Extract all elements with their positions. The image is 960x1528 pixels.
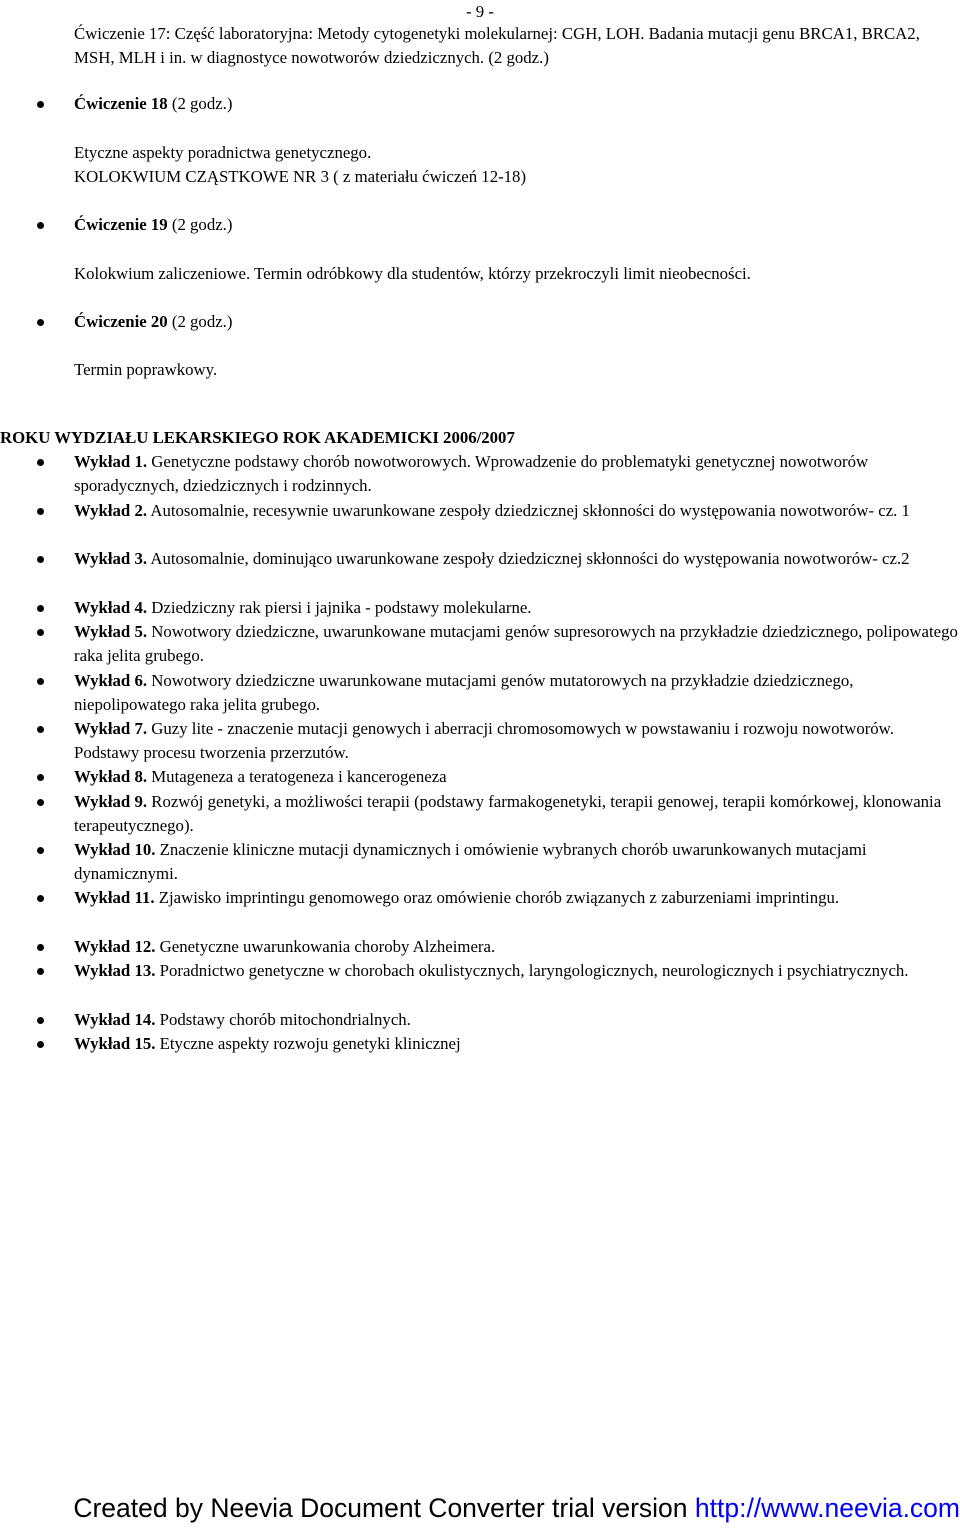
lecture-label: Wykład 14. [74, 1010, 156, 1029]
bullet-icon [37, 1041, 44, 1048]
bullet-icon [37, 774, 44, 781]
exercise-item [74, 92, 958, 116]
exercise-hours: (2 godz.) [167, 215, 233, 234]
bullet-icon [37, 222, 44, 229]
lecture-text: Znaczenie kliniczne mutacji dynamicznych i omówienie wybranych chorób uwarunkowanych mutacjami dynamicznymi. [74, 840, 867, 884]
lecture-label: Wykład 12. [74, 937, 156, 956]
bullet-icon [37, 895, 44, 902]
lecture-item [74, 838, 958, 887]
converter-footer [0, 1492, 960, 1524]
bullet-icon [37, 944, 44, 951]
lecture-item [74, 959, 958, 983]
bullet-icon [37, 1017, 44, 1024]
exercise-item [74, 310, 958, 334]
bullet-icon [37, 556, 44, 563]
lecture-text: Genetyczne uwarunkowania choroby Alzheimera. [155, 937, 496, 956]
lecture-item [74, 935, 958, 959]
lecture-label: Wykład 1. [74, 452, 148, 471]
lecture-item [74, 886, 958, 910]
footer-link[interactable]: http://www.neevia.com [694, 1493, 960, 1523]
bullet-icon [37, 968, 44, 975]
lecture-item [74, 547, 958, 571]
lecture-text: Dziedziczny rak piersi i jajnika - podstawy molekularne. [147, 598, 532, 617]
lecture-item [74, 620, 958, 669]
lecture-item [74, 669, 958, 718]
lecture-item [74, 1032, 958, 1056]
exercise-description: Etyczne aspekty poradnictwa genetycznego. [74, 143, 372, 162]
bullet-icon [37, 629, 44, 636]
bullet-icon [37, 678, 44, 685]
lecture-text: Poradnictwo genetyczne w chorobach okulistycznych, laryngologicznych, neurologicznych i psychiatrycznych. [155, 961, 909, 980]
lecture-item [74, 499, 958, 523]
lecture-label: Wykład 4. [74, 598, 148, 617]
lecture-text: Autosomalnie, recesywnie uwarunkowane zespoły dziedzicznej skłonności do występowania nowotworów- cz. 1 [147, 501, 910, 520]
exercise-description: KOLOKWIUM CZĄSTKOWE NR 3 ( z materiału ćwiczeń 12-18) [74, 167, 527, 186]
lecture-label: Wykład 9. [74, 792, 148, 811]
lecture-text: Nowotwory dziedziczne, uwarunkowane mutacjami genów supresorowych na przykładzie dziedzicznego, polipowatego raka jelita grubego. [74, 622, 958, 666]
lecture-label: Wykład 10. [74, 840, 156, 859]
bullet-icon [37, 101, 44, 108]
intro-paragraph: Ćwiczenie 17: Część laboratoryjna: Metody cytogenetyki molekularnej: CGH, LOH. Badania mutacji genu BRCA1, BRCA2, MSH, MLH i in. w diagnostyce nowotworów dziedzicznych. (2 godz.) [74, 24, 920, 68]
lecture-text: Etyczne aspekty rozwoju genetyki klinicznej [155, 1034, 461, 1053]
exercise-title: Ćwiczenie 18 [74, 94, 168, 113]
lecture-text: Podstawy chorób mitochondrialnych. [155, 1010, 411, 1029]
exercise-title: Ćwiczenie 20 [74, 312, 168, 331]
bullet-icon [37, 459, 44, 466]
bullet-icon [37, 605, 44, 612]
bullet-icon [37, 508, 44, 515]
bullet-icon [37, 847, 44, 854]
lecture-item [74, 596, 958, 620]
lecture-label: Wykład 7. [74, 719, 148, 738]
lecture-text: Autosomalnie, dominująco uwarunkowane zespoły dziedzicznej skłonności do występowania nowotworów- cz.2 [147, 549, 910, 568]
bullet-icon [37, 319, 44, 326]
exercise-description: Termin poprawkowy. [74, 360, 218, 379]
exercise-description: Kolokwium zaliczeniowe. Termin odróbkowy dla studentów, którzy przekroczyli limit nieobecności. [74, 264, 751, 283]
lecture-item [74, 450, 958, 499]
page-number: - 9 - [466, 2, 494, 21]
exercise-title: Ćwiczenie 19 [74, 215, 168, 234]
lecture-text: Genetyczne podstawy chorób nowotworowych. Wprowadzenie do problematyki genetycznej nowotworów sporadycznych, dziedzicznych i rodzinnych. [74, 452, 869, 496]
lecture-text: Guzy lite - znaczenie mutacji genowych i aberracji chromosomowych w powstawaniu i rozwoju nowotworów. Podstawy procesu tworzenia przerzutów. [74, 719, 894, 763]
exercise-hours: (2 godz.) [167, 312, 233, 331]
lecture-item [74, 765, 958, 789]
lecture-label: Wykład 13. [74, 961, 156, 980]
lecture-label: Wykład 11. [74, 888, 155, 907]
lecture-item [74, 1008, 958, 1032]
footer-text: Created by Neevia Document Converter trial version [73, 1493, 695, 1523]
lecture-text: Mutageneza a teratogeneza i kancerogeneza [147, 767, 447, 786]
bullet-icon [37, 726, 44, 733]
lecture-text: Zjawisko imprintingu genomowego oraz omówienie chorób związanych z zaburzeniami imprintingu. [154, 888, 840, 907]
lecture-label: Wykład 6. [74, 671, 148, 690]
exercise-item [74, 213, 958, 237]
bullet-icon [37, 799, 44, 806]
lecture-item [74, 790, 958, 839]
lecture-text: Nowotwory dziedziczne uwarunkowane mutacjami genów mutatorowych na przykładzie dziedzicznego, niepolipowatego raka jelita grubego. [74, 671, 854, 715]
lecture-label: Wykład 15. [74, 1034, 156, 1053]
lecture-text: Rozwój genetyki, a możliwości terapii (podstawy farmakogenetyki, terapii genowej, terapii komórkowej, klonowania terapeutycznego). [74, 792, 942, 836]
lecture-label: Wykład 8. [74, 767, 148, 786]
lecture-label: Wykład 3. [74, 549, 148, 568]
lecture-item [74, 717, 958, 766]
lecture-label: Wykład 2. [74, 501, 148, 520]
lectures-heading: ROKU WYDZIAŁU LEKARSKIEGO ROK AKADEMICKI 2006/2007 [0, 428, 515, 447]
lecture-label: Wykład 5. [74, 622, 148, 641]
exercise-hours: (2 godz.) [167, 94, 233, 113]
